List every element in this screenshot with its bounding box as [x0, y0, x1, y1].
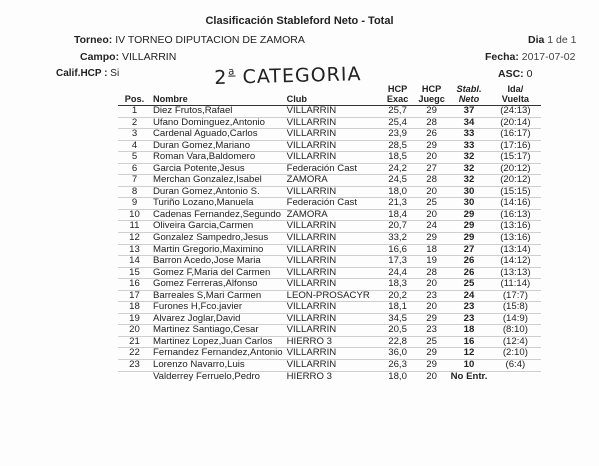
- cell-hcp-exac: 25,7: [381, 106, 415, 118]
- table-row: [118, 348, 541, 360]
- cell-neto: 30: [449, 198, 490, 210]
- cell-nombre: Martinez Lopez,Juan Carlos: [151, 336, 285, 348]
- cell-neto: 12: [449, 348, 490, 360]
- cell-hcp-exac: 28,5: [381, 140, 415, 152]
- table-row: [118, 302, 541, 314]
- cell-neto: 10: [449, 360, 490, 372]
- cell-vuelta: (20:14): [489, 117, 541, 129]
- cell-neto: 33: [449, 129, 490, 141]
- cell-nombre: Alvarez Joglar,David: [151, 313, 285, 325]
- cell-club: VILLARRIN: [285, 302, 381, 314]
- cell-hcp-exac: 18,3: [381, 279, 415, 291]
- cell-neto: 16: [449, 336, 490, 348]
- hcp-juegc-line1: HCP: [421, 84, 442, 94]
- cell-pos: 7: [118, 175, 151, 187]
- cell-neto: 27: [449, 244, 490, 256]
- cell-hcp-exac: 36,0: [381, 348, 415, 360]
- cell-pos: 15: [118, 267, 151, 279]
- cell-club: HIERRO 3: [286, 370, 332, 382]
- cell-hcp-juegc: 20: [415, 279, 449, 291]
- cell-pos: 13: [118, 244, 151, 256]
- cell-hcp-juegc: 29: [415, 233, 449, 245]
- cell-hcp-exac: 20,2: [381, 290, 415, 302]
- fecha-value: 2017-07-02: [521, 51, 576, 63]
- cell-pos: 6: [118, 163, 151, 175]
- cell-vuelta: (20:12): [489, 163, 541, 175]
- cell-club: VILLARRIN: [285, 256, 381, 268]
- hcp-juegc-line2: Juegc: [418, 94, 445, 104]
- cell-pos: 23: [118, 360, 151, 372]
- cell-club: VILLARRIN: [285, 106, 381, 118]
- campo-value: VILLARRIN: [122, 51, 177, 63]
- asc-value: 0: [526, 68, 533, 80]
- cell-nombre: Valderrey Ferruelo,Pedro: [153, 370, 261, 382]
- table-row: [118, 290, 541, 302]
- cell-club: VILLARRIN: [285, 244, 381, 256]
- cell-vuelta: (15:17): [489, 152, 541, 164]
- cell-nombre: Diez Frutos,Rafael: [151, 106, 285, 118]
- cell-nombre: Martinez Santiago,Cesar: [151, 325, 285, 337]
- col-hcp-exac-header: [381, 84, 415, 106]
- cell-hcp-juegc: 27: [415, 163, 449, 175]
- cell-nombre: Gomez F,Maria del Carmen: [151, 267, 285, 279]
- cell-hcp-exac: 22,8: [381, 336, 415, 348]
- cell-hcp-juegc: 28: [415, 117, 449, 129]
- cell-vuelta: (14:16): [489, 198, 541, 210]
- cell-nombre: Roman Vara,Baldomero: [151, 152, 285, 164]
- cell-pos: 16: [118, 279, 151, 291]
- cell-neto: 32: [449, 163, 490, 175]
- cell-hcp-juegc: 20: [426, 370, 437, 382]
- cell-nombre: Barreales S,Mari Carmen: [151, 290, 285, 302]
- cell-hcp-exac: 24,4: [381, 267, 415, 279]
- cell-hcp-juegc: 25: [415, 198, 449, 210]
- table-row: [118, 186, 541, 198]
- results-body: [118, 106, 541, 383]
- campo-label: Campo:: [80, 51, 120, 63]
- cell-nombre: Gomez Ferreras,Alfonso: [151, 279, 285, 291]
- cell-hcp-exac: 20,5: [381, 325, 415, 337]
- table-row: [118, 163, 541, 175]
- cell-vuelta: (20:12): [489, 175, 541, 187]
- table-row: [118, 129, 541, 141]
- cell-neto: 18: [449, 325, 490, 337]
- cell-hcp-juegc: 19: [415, 256, 449, 268]
- cell-club: VILLARRIN: [285, 221, 381, 233]
- cell-neto: 25: [449, 279, 490, 291]
- cell-pos: 1: [118, 106, 151, 118]
- col-pos-header: Pos.: [118, 84, 151, 106]
- calif-value: Si: [110, 68, 120, 79]
- cell-club: VILLARRIN: [285, 129, 381, 141]
- cell-hcp-juegc: 29: [415, 313, 449, 325]
- handwritten-word: CATEGORIA: [242, 63, 362, 89]
- dia-label: Dia: [528, 34, 545, 46]
- campo-line: [80, 51, 176, 63]
- cell-hcp-juegc: 18: [415, 244, 449, 256]
- cell-neto: 34: [449, 117, 490, 129]
- col-club-header: Club: [285, 84, 381, 106]
- cell-club: VILLARRIN: [285, 348, 381, 360]
- cell-club: VILLARRIN: [285, 360, 381, 372]
- cell-pos: 19: [118, 313, 151, 325]
- table-row: [118, 336, 541, 348]
- cell-hcp-exac: 18,4: [381, 209, 415, 221]
- cell-hcp-juegc: 29: [415, 348, 449, 360]
- cell-club: Federación Cast: [285, 163, 381, 175]
- cell-nombre: Oliveira Garcia,Carmen: [151, 221, 285, 233]
- col-ida-vuelta-header: [489, 84, 541, 106]
- cell-vuelta: (13:16): [489, 233, 541, 245]
- cell-neto: 26: [449, 256, 490, 268]
- cell-vuelta: (6:4): [489, 360, 541, 372]
- cell-hcp-juegc: 20: [415, 152, 449, 164]
- cell-hcp-exac: 18,1: [381, 302, 415, 314]
- cell-vuelta: (17:16): [489, 140, 541, 152]
- cell-pos: 3: [118, 129, 151, 141]
- cell-neto: 24: [449, 290, 490, 302]
- asc-label: ASC:: [498, 68, 524, 80]
- col-stabl-neto-header: [449, 84, 490, 106]
- cell-neto: 23: [449, 302, 490, 314]
- cell-vuelta: (11:14): [489, 279, 541, 291]
- cell-hcp-exac: 16,6: [381, 244, 415, 256]
- cell-hcp-exac: 25,4: [381, 117, 415, 129]
- cell-hcp-juegc: 29: [415, 140, 449, 152]
- table-row: [118, 325, 541, 337]
- cell-neto: 26: [449, 267, 490, 279]
- cell-vuelta: (13:14): [489, 244, 541, 256]
- cell-pos: 9: [118, 198, 151, 210]
- torneo-line: [74, 34, 305, 46]
- asc-line: [498, 68, 532, 80]
- cell-pos: 20: [118, 325, 151, 337]
- dia-value: 1 de 1: [547, 34, 577, 46]
- table-row: [118, 175, 541, 187]
- cell-pos: 5: [118, 152, 151, 164]
- cell-nombre: Lorenzo Navarro,Luis: [151, 360, 285, 372]
- cell-vuelta: [489, 371, 541, 382]
- cell-hcp-exac: 34,5: [381, 313, 415, 325]
- ida-line2: Vuelta: [501, 94, 529, 104]
- cell-vuelta: (13:13): [489, 267, 541, 279]
- cell-hcp-exac: 24,5: [381, 175, 415, 187]
- cell-nombre: Cardenal Aguado,Carlos: [151, 129, 285, 141]
- cell-hcp-juegc: 26: [415, 129, 449, 141]
- table-header-row: [118, 84, 541, 106]
- table-row: [118, 279, 541, 291]
- cell-neto: 32: [449, 152, 490, 164]
- table-row: [118, 313, 541, 325]
- table-row: [118, 244, 541, 256]
- cell-hcp-juegc: 28: [415, 175, 449, 187]
- cell-nombre: Duran Gomez,Mariano: [151, 140, 285, 152]
- cell-neto: 29: [449, 221, 490, 233]
- cell-hcp-juegc: 23: [415, 290, 449, 302]
- cell-club: VILLARRIN: [285, 233, 381, 245]
- cell-pos: [118, 371, 151, 382]
- table-row: [118, 152, 541, 164]
- cell-hcp-exac: 18,0: [388, 370, 407, 382]
- stabl-line2: Neto: [458, 94, 480, 104]
- table-row: [118, 106, 541, 118]
- cell-hcp-exac: 18,0: [381, 186, 415, 198]
- page-title: Clasificación Stableford Neto - Total: [205, 15, 394, 27]
- dia-line: [528, 34, 576, 46]
- cell-pos: 18: [118, 302, 151, 314]
- table-row: [118, 221, 541, 233]
- cell-pos: 12: [118, 233, 151, 245]
- cell-nombre: Fernandez Fernandez,Antonio: [153, 347, 283, 359]
- cell-hcp-juegc: 20: [415, 302, 449, 314]
- table-row: [118, 267, 541, 279]
- cell-club: VILLARRIN: [285, 267, 381, 279]
- cell-pos: 11: [118, 221, 151, 233]
- cell-hcp-juegc: 24: [415, 221, 449, 233]
- cell-neto: 29: [449, 233, 490, 245]
- cell-neto: 32: [449, 175, 490, 187]
- cell-vuelta: (14:12): [489, 256, 541, 268]
- table-row: [118, 209, 541, 221]
- cell-vuelta: (16:17): [489, 129, 541, 141]
- cell-nombre: Garcia Potente,Jesus: [151, 163, 285, 175]
- cell-vuelta: (15:8): [489, 302, 541, 314]
- handwritten-number: 2: [214, 66, 228, 89]
- cell-hcp-exac: 24,2: [381, 163, 415, 175]
- cell-hcp-exac: 26,3: [381, 360, 415, 372]
- torneo-label: Torneo:: [74, 34, 113, 46]
- cell-nombre: Furones H,Fco.javier: [151, 302, 285, 314]
- cell-vuelta: (2:10): [489, 348, 541, 360]
- ida-line1: Ida/: [507, 84, 524, 94]
- cell-club: VILLARRIN: [285, 186, 381, 198]
- cell-nombre: Cadenas Fernandez,Segundo: [151, 209, 285, 221]
- cell-nombre: Ufano Dominguez,Antonio: [151, 117, 285, 129]
- cell-club: VILLARRIN: [285, 117, 381, 129]
- cell-hcp-exac: 33,2: [381, 233, 415, 245]
- cell-hcp-exac: 21,3: [381, 198, 415, 210]
- cell-nombre: Barron Acedo,Jose Maria: [151, 256, 285, 268]
- cell-hcp-juegc: 28: [415, 267, 449, 279]
- cell-hcp-exac: 20,7: [381, 221, 415, 233]
- col-hcp-juegc-header: [415, 84, 449, 106]
- cell-club: HIERRO 3: [285, 336, 381, 348]
- cell-neto: 37: [449, 106, 490, 118]
- cell-club: VILLARRIN: [285, 152, 381, 164]
- cell-neto: 30: [449, 186, 490, 198]
- cell-hcp-juegc: 25: [415, 336, 449, 348]
- cell-neto: 23: [449, 313, 490, 325]
- cell-vuelta: (17:7): [489, 290, 541, 302]
- hcp-exac-line2: Exac: [386, 94, 409, 104]
- cell-club: VILLARRIN: [285, 140, 381, 152]
- cell-pos: 2: [118, 117, 151, 129]
- cell-hcp-exac: 23,9: [381, 129, 415, 141]
- cell-vuelta: (12:4): [489, 336, 541, 348]
- cell-club: Federación Cast: [285, 198, 381, 210]
- cell-pos: 14: [118, 256, 151, 268]
- stabl-line1: Stabl.: [456, 84, 482, 94]
- cell-pos: 21: [118, 336, 151, 348]
- cell-hcp-juegc: 29: [415, 106, 449, 118]
- calif-label: Calif.HCP :: [56, 68, 108, 79]
- cell-neto: 29: [449, 209, 490, 221]
- cell-neto: No Entr.: [450, 370, 488, 382]
- cell-hcp-juegc: 20: [415, 209, 449, 221]
- cell-neto: 33: [449, 140, 490, 152]
- cell-pos: 22: [118, 348, 151, 360]
- cell-club: ZAMORA: [285, 175, 381, 187]
- cell-vuelta: (24:13): [489, 106, 541, 118]
- table-row: [118, 360, 541, 372]
- cell-vuelta: (13:16): [489, 221, 541, 233]
- cell-nombre: Duran Gomez,Antonio S.: [151, 186, 285, 198]
- cell-club: ZAMORA: [285, 209, 381, 221]
- cell-pos: 10: [118, 209, 151, 221]
- table-row: [118, 371, 541, 382]
- cell-club: VILLARRIN: [285, 325, 381, 337]
- cell-pos: 8: [118, 186, 151, 198]
- cell-club: VILLARRIN: [285, 313, 381, 325]
- table-row: [118, 140, 541, 152]
- calif-line: [56, 68, 119, 79]
- handwritten-superscript: a: [228, 66, 236, 78]
- cell-hcp-juegc: 20: [415, 186, 449, 198]
- torneo-value: IV TORNEO DIPUTACION DE ZAMORA: [115, 34, 305, 46]
- table-row: [118, 117, 541, 129]
- cell-vuelta: (16:13): [489, 209, 541, 221]
- cell-vuelta: (8:10): [489, 325, 541, 337]
- table-row: [118, 198, 541, 210]
- cell-nombre: Merchan Gonzalez,Isabel: [151, 175, 285, 187]
- fecha-line: [485, 51, 575, 63]
- cell-hcp-exac: 17,3: [381, 256, 415, 268]
- results-table: [118, 84, 541, 382]
- cell-nombre: Gonzalez Sampedro,Jesus: [151, 233, 285, 245]
- hcp-exac-line1: HCP: [387, 84, 408, 94]
- table-row: [118, 233, 541, 245]
- cell-hcp-juegc: 23: [415, 325, 449, 337]
- cell-hcp-exac: 18,5: [381, 152, 415, 164]
- cell-nombre: Martin Gregorio,Maximino: [151, 244, 285, 256]
- table-row: [118, 256, 541, 268]
- cell-vuelta: (15:15): [489, 186, 541, 198]
- cell-hcp-juegc: 29: [415, 360, 449, 372]
- cell-nombre: Turiño Lozano,Manuela: [151, 198, 285, 210]
- cell-club: VILLARRIN: [285, 279, 381, 291]
- cell-vuelta: (14:9): [489, 313, 541, 325]
- cell-pos: 17: [118, 290, 151, 302]
- fecha-label: Fecha:: [485, 51, 519, 63]
- cell-pos: 4: [118, 140, 151, 152]
- cell-club: LEON-PROSACYR: [285, 290, 381, 302]
- col-nombre-header: Nombre: [151, 84, 285, 106]
